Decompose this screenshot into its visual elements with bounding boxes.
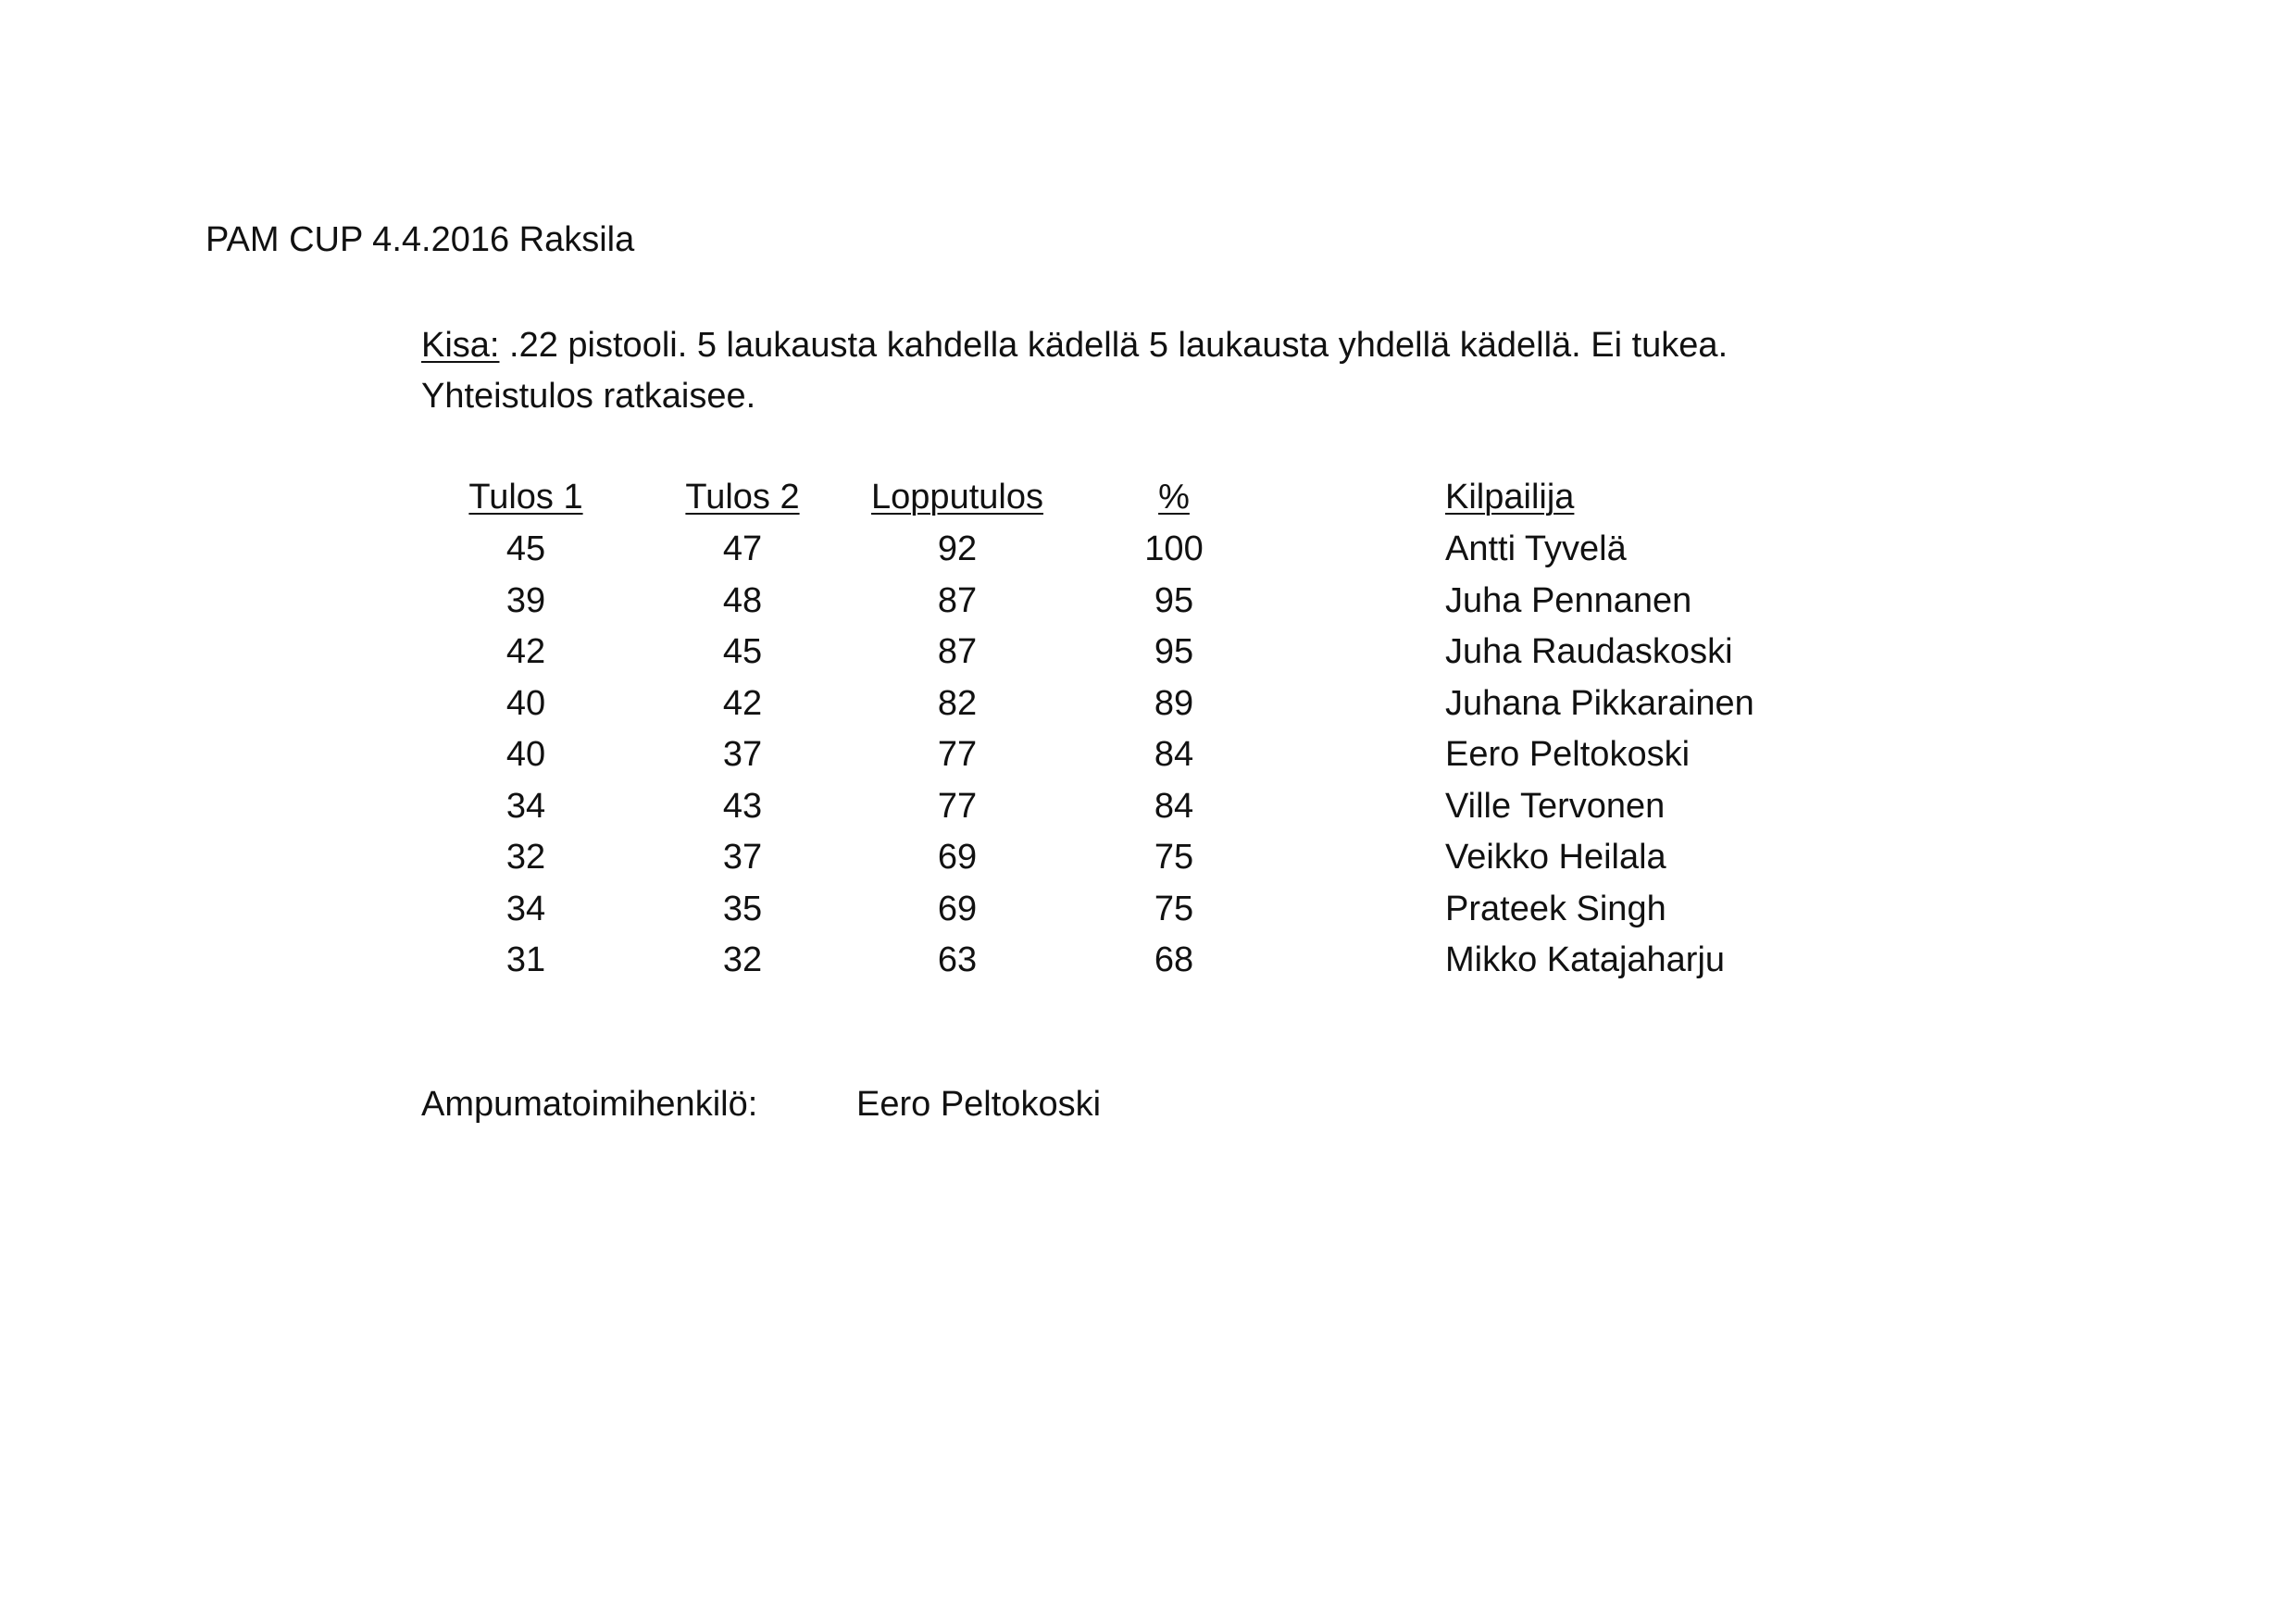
header-percent: % bbox=[1158, 478, 1190, 517]
table-row bbox=[421, 729, 2093, 781]
cell-lopputulos: 77 bbox=[937, 786, 978, 826]
table-row bbox=[421, 627, 2093, 678]
description-line-2: Yhteistulos ratkaisee. bbox=[421, 377, 756, 416]
cell-tulos-1: 39 bbox=[505, 580, 546, 620]
cell-kilpailija: Juhana Pikkarainen bbox=[1445, 683, 1754, 723]
cell-tulos-1: 40 bbox=[505, 683, 546, 723]
competition-label: Kisa: bbox=[421, 326, 500, 365]
cell-lopputulos: 77 bbox=[937, 735, 978, 774]
cell-tulos-2: 48 bbox=[722, 580, 763, 620]
table-row bbox=[421, 576, 2093, 628]
range-official bbox=[421, 1083, 1101, 1126]
results-table bbox=[421, 472, 2093, 987]
cell-lopputulos: 87 bbox=[937, 632, 978, 671]
cell-percent: 68 bbox=[1154, 940, 1194, 979]
cell-tulos-2: 42 bbox=[722, 683, 763, 723]
cell-lopputulos: 69 bbox=[937, 838, 978, 877]
cell-percent: 95 bbox=[1154, 632, 1194, 671]
cell-kilpailija: Eero Peltokoski bbox=[1445, 735, 1691, 774]
cell-kilpailija: Mikko Katajaharju bbox=[1445, 940, 1726, 979]
cell-tulos-1: 42 bbox=[505, 632, 546, 671]
table-row bbox=[421, 678, 2093, 730]
table-row bbox=[421, 935, 2093, 987]
cell-tulos-1: 40 bbox=[505, 735, 546, 774]
header-kilpailija: Kilpailija bbox=[1445, 478, 1575, 517]
cell-tulos-2: 35 bbox=[722, 889, 763, 928]
header-tulos-2: Tulos 2 bbox=[685, 478, 800, 517]
cell-kilpailija: Juha Pennanen bbox=[1445, 580, 1692, 620]
results-header-row bbox=[421, 472, 2093, 524]
cell-tulos-2: 43 bbox=[722, 786, 763, 826]
table-row bbox=[421, 884, 2093, 936]
header-lopputulos: Lopputulos bbox=[871, 478, 1043, 517]
cell-tulos-1: 31 bbox=[505, 940, 546, 979]
cell-percent: 84 bbox=[1154, 786, 1194, 826]
cell-percent: 75 bbox=[1154, 838, 1194, 877]
cell-percent: 100 bbox=[1144, 529, 1204, 568]
table-row bbox=[421, 524, 2093, 576]
cell-tulos-1: 34 bbox=[505, 786, 546, 826]
cell-percent: 95 bbox=[1154, 580, 1194, 620]
description-line-1 bbox=[421, 320, 1995, 371]
table-row bbox=[421, 781, 2093, 833]
cell-tulos-2: 32 bbox=[722, 940, 763, 979]
cell-lopputulos: 92 bbox=[937, 529, 978, 568]
cell-kilpailija: Juha Raudaskoski bbox=[1445, 632, 1733, 671]
cell-tulos-2: 37 bbox=[722, 838, 763, 877]
document-title: PAM CUP 4.4.2016 Raksila bbox=[206, 220, 635, 259]
cell-tulos-2: 37 bbox=[722, 735, 763, 774]
competition-details: .22 pistooli. 5 laukausta kahdella kädellä 5 laukausta yhdellä kädellä. Ei tukea. bbox=[499, 326, 1728, 365]
results-body bbox=[421, 524, 2093, 987]
cell-percent: 89 bbox=[1154, 683, 1194, 723]
cell-tulos-1: 45 bbox=[505, 529, 546, 568]
cell-kilpailija: Veikko Heilala bbox=[1445, 838, 1666, 877]
cell-percent: 84 bbox=[1154, 735, 1194, 774]
cell-lopputulos: 63 bbox=[937, 940, 978, 979]
cell-lopputulos: 69 bbox=[937, 889, 978, 928]
cell-tulos-1: 32 bbox=[505, 838, 546, 877]
cell-tulos-2: 45 bbox=[722, 632, 763, 671]
cell-percent: 75 bbox=[1154, 889, 1194, 928]
cell-kilpailija: Prateek Singh bbox=[1445, 889, 1666, 928]
range-official-name: Eero Peltokoski bbox=[856, 1085, 1102, 1124]
cell-kilpailija: Antti Tyvelä bbox=[1445, 529, 1627, 568]
cell-lopputulos: 82 bbox=[937, 683, 978, 723]
table-row bbox=[421, 832, 2093, 884]
cell-lopputulos: 87 bbox=[937, 580, 978, 620]
header-tulos-1: Tulos 1 bbox=[468, 478, 583, 517]
cell-tulos-1: 34 bbox=[505, 889, 546, 928]
range-official-label: Ampumatoimihenkilö: bbox=[421, 1085, 758, 1124]
competition-description bbox=[421, 320, 1995, 422]
cell-kilpailija: Ville Tervonen bbox=[1445, 786, 1666, 826]
cell-tulos-2: 47 bbox=[722, 529, 763, 568]
